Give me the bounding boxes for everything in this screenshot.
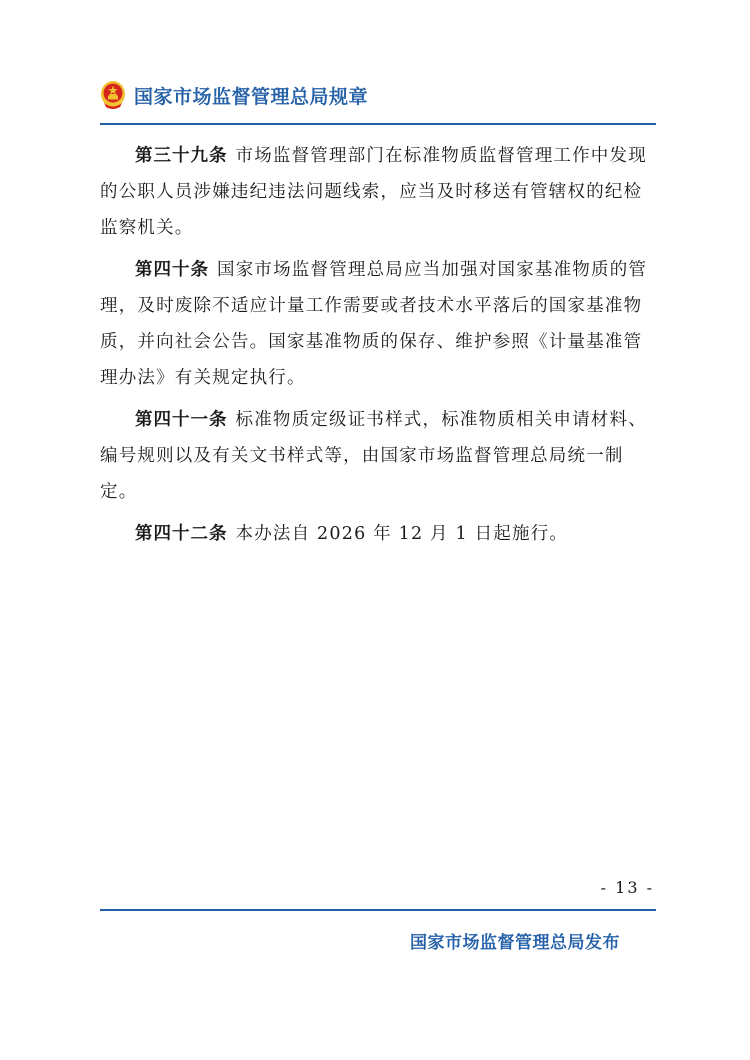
footer-publisher: 国家市场监督管理总局发布 (410, 933, 620, 953)
article-text: 标准物质定级证书样式，标准物质相关申请材料、编号规则以及有关文书样式等，由国家市场监督管理总局统一制定。 (100, 410, 647, 502)
article-text: 市场监督管理部门在标准物质监督管理工作中发现的公职人员涉嫌违纪违法问题线索，应当及时移送有管辖权的纪检监察机关。 (100, 146, 647, 238)
article-number: 第四十一条 (135, 410, 228, 430)
page-header (100, 80, 368, 110)
article-text: 国家市场监督管理总局应当加强对国家基准物质的管理，及时废除不适应计量工作需要或者技术水平落后的国家基准物质，并向社会公告。国家基准物质的保存、维护参照《计量基准管理办法》有关规定执行。 (100, 260, 648, 388)
article-number: 第三十九条 (135, 146, 228, 166)
article-number: 第四十条 (135, 260, 209, 280)
article-39 (100, 138, 656, 246)
article-text: 本办法自 2026 年 12 月 1 日起施行。 (235, 524, 569, 544)
article-42 (100, 516, 656, 552)
national-emblem-icon (100, 80, 126, 110)
article-41 (100, 402, 656, 510)
header-divider (100, 123, 656, 125)
header-title: 国家市场监督管理总局规章 (134, 85, 369, 108)
page-number: - 13 - (600, 878, 654, 897)
footer-divider (100, 909, 656, 911)
document-body (100, 138, 656, 558)
article-40 (100, 252, 656, 396)
article-number: 第四十二条 (135, 524, 228, 544)
